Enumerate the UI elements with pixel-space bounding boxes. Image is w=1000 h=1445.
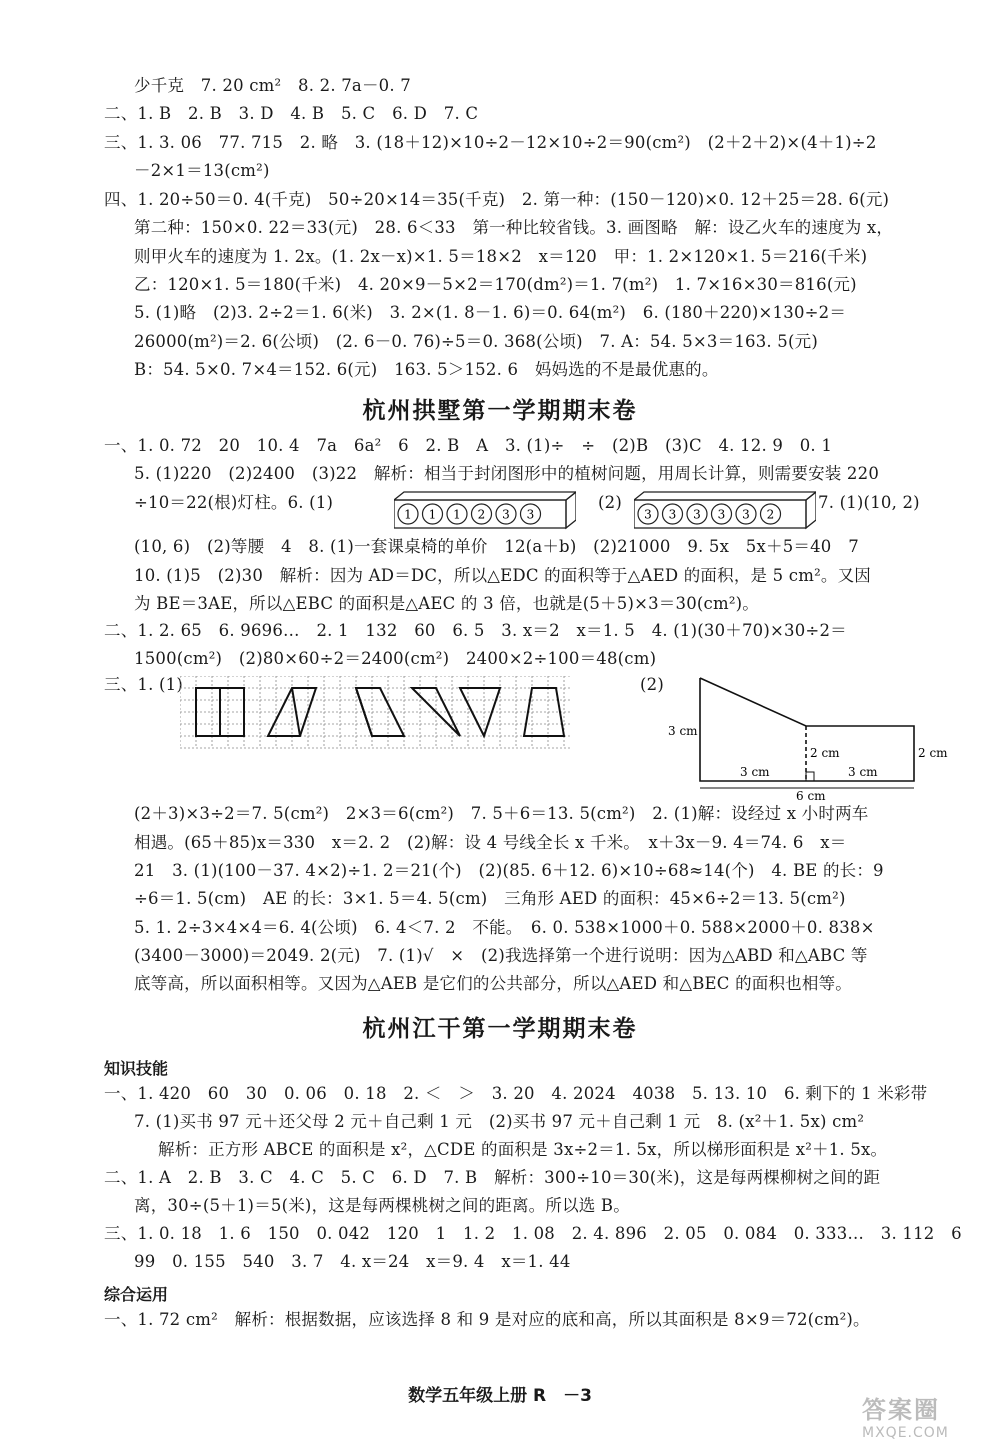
fig6a-digit: 2 [477, 507, 486, 522]
fig6a-digit: 1 [404, 507, 412, 522]
circles-box-figure-2 [634, 490, 816, 530]
line-6: 则甲火车的速度为 1. 2x。(1. 2x－x)×1. 5＝18×2 x＝120 甲：1. 2×120×1. 5＝216(千米) [134, 247, 868, 266]
line-23: (2＋3)×3÷2＝7. 5(cm²) 2×3＝6(cm²) 7. 5＋6＝13. 5(cm²) 2. (1)解：设经过 x 小时两车 [134, 804, 869, 823]
fig6b-digit: 3 [644, 507, 652, 522]
grid-shapes-figure [180, 676, 572, 750]
line-26: ÷6＝1. 5(cm) AE 的长：3×1. 5＝4. 5(cm) 三角形 AED 的面积：45×6÷2＝13. 5(cm²) [134, 889, 846, 908]
line-17: 10. (1)5 (2)30 解析：因为 AD＝DC，所以△EDC 的面积等于△AED 的面积，是 5 cm²。又因 [134, 566, 872, 585]
label-bottom-left: 3 cm [740, 765, 770, 779]
label-bottom-right: 3 cm [848, 765, 878, 779]
line-2: 三、1. 3. 06 77. 715 2. 略 3. (18＋12)×10÷2－12×10÷2＝90(cm²) (2＋2＋2)×(4＋1)÷2 [104, 133, 877, 152]
section-title-gongshu: 杭州拱墅第一学期期末卷 [362, 398, 638, 424]
line-35: 三、1. 0. 18 1. 6 150 0. 042 120 1 1. 2 1. 08 2. 4. 896 2. 05 0. 084 0. 333… 3. 112 6 [104, 1224, 962, 1243]
fig6a-digit: 3 [502, 507, 510, 522]
line-19: 二、1. 2. 65 6. 9696… 2. 1 132 60 6. 5 3. x＝2 x＝1. 5 4. (1)(30＋70)×30÷2＝ [104, 621, 847, 640]
watermark-logo-text: 答案圈 [862, 1396, 940, 1424]
line-18: 为 BE＝3AE，所以△EBC 的面积是△AEC 的 3 倍，也就是(5＋5)×3＝30(cm²)。 [134, 594, 759, 613]
circles-box-figure-1 [394, 490, 576, 530]
line-8: 5. (1)略 (2)3. 2÷2＝1. 6(米) 3. 2×(1. 8－1. 6)＝0. 64(m²) 6. (180＋220)×130÷2＝ [134, 303, 847, 322]
line-9: 26000(m²)＝2. 6(公顷) (2. 6－0. 76)÷5＝0. 368(公顷) 7. A：54. 5×3＝163. 5(元) [134, 332, 818, 351]
label-left: 3 cm [668, 724, 698, 738]
line-20: 1500(cm²) (2)80×60÷2＝2400(cm²) 2400×2÷100＝48(cm) [134, 649, 657, 668]
line-28: (3400－3000)＝2049. 2(元) 7. (1)√ × (2)我选择第一个进行说明：因为△ABD 和△ABC 等 [134, 946, 868, 965]
fig6b-digit: 2 [766, 507, 775, 522]
line-22: (2) [640, 675, 664, 694]
line-36: 99 0. 155 540 3. 7 4. x＝24 x＝9. 4 x＝1. 44 [134, 1252, 571, 1271]
page-footer: 数学五年级上册 R －3 [408, 1386, 592, 1406]
label-bottom: 6 cm [796, 789, 826, 802]
line-5: 第二种：150×0. 22＝33(元) 28. 6＜33 第一种比较省钱。3. 画图略 解：设乙火车的速度为 x， [134, 218, 894, 237]
line-25: 21 3. (1)(100－37. 4×2)÷1. 2＝21(个) (2)(85. 6＋12. 6)×10÷68≈14(个) 4. BE 的长：9 [134, 861, 884, 880]
line-16: (10, 6) (2)等腰 4 8. (1)一套课桌椅的单价 12(a＋b) (2)21000 9. 5x 5x＋5＝40 7 [134, 537, 859, 556]
line-32: 解析：正方形 ABCE 的面积是 x²，△CDE 的面积是 3x÷2＝1. 5x，所以梯形面积是 x²＋1. 5x。 [158, 1140, 888, 1159]
line-31: 7. (1)买书 97 元＋还父母 2 元＋自己剩 1 元 (2)买书 97 元＋自己剩 1 元 8. (x²＋1. 5x) cm² [134, 1112, 865, 1131]
section-title-jianggan: 杭州江干第一学期期末卷 [362, 1016, 638, 1042]
subheading-knowledge: 知识技能 [104, 1059, 169, 1078]
subheading-application: 综合运用 [104, 1285, 169, 1304]
watermark-url: MXQE.COM [862, 1425, 949, 1441]
fig6b-digit: 3 [742, 507, 750, 522]
line-12: 5. (1)220 (2)2400 (3)22 解析：相当于封闭图形中的植树问题，用周长计算，则需要安装 220 [134, 464, 880, 483]
line-33: 二、1. A 2. B 3. C 4. C 5. C 6. D 7. B 解析：300÷10＝30(米)，这是每两棵柳树之间的距 [104, 1168, 881, 1187]
line-21: 三、1. (1) [104, 675, 183, 694]
line-14: (2) [598, 493, 622, 512]
composite-figure-2 [668, 672, 958, 802]
line-15: 7. (1)(10, 2) [818, 493, 920, 512]
line-13: ÷10＝22(根)灯柱。6. (1) [134, 493, 334, 512]
line-29: 底等高，所以面积相等。又因为△AEB 是它们的公共部分，所以△AED 和△BEC 的面积也相等。 [134, 974, 852, 993]
fig6a-digit: 3 [526, 507, 535, 522]
line-24: 相遇。(65＋85)x＝330 x＝2. 2 (2)解：设 4 号线全长 x 千米。 x＋3x－9. 4＝74. 6 x＝ [134, 833, 847, 852]
fig6b-digit: 3 [717, 507, 726, 522]
line-4: 四、1. 20÷50＝0. 4(千克) 50÷20×14＝35(千克) 2. 第一种：(150－120)×0. 12＋25＝28. 6(元) [104, 190, 890, 209]
fig6a-digit: 1 [428, 507, 437, 522]
label-right: 2 cm [918, 746, 948, 760]
line-1: 二、1. B 2. B 3. D 4. B 5. C 6. D 7. C [104, 104, 479, 123]
line-37: 一、1. 72 cm² 解析：根据数据，应该选择 8 和 9 是对应的底和高，所以其面积是 8×9＝72(cm²)。 [104, 1310, 870, 1329]
fig6a-digit: 1 [453, 507, 461, 522]
line-30: 一、1. 420 60 30 0. 06 0. 18 2. ＜ ＞ 3. 20 4. 2024 4038 5. 13. 10 6. 剩下的 1 米彩带 [104, 1084, 928, 1103]
line-27: 5. 1. 2÷3×4×4＝6. 4(公顷) 6. 4＜7. 2 不能。 6. 0. 538×1000＋0. 588×2000＋0. 838× [134, 918, 875, 937]
line-7: 乙：120×1. 5＝180(千米) 4. 20×9－5×2＝170(dm²)＝1. 7(m²) 1. 7×16×30＝816(元) [134, 275, 857, 294]
line-0: 少千克 7. 20 cm² 8. 2. 7a－0. 7 [134, 76, 411, 95]
line-3: －2×1＝13(cm²) [134, 161, 270, 180]
line-34: 离，30÷(5＋1)＝5(米)，这是每两棵桃树之间的距离。所以选 B。 [134, 1196, 630, 1215]
watermark [862, 1390, 992, 1440]
fig6b-digit: 3 [693, 507, 701, 522]
line-10: B：54. 5×0. 7×4＝152. 6(元) 163. 5＞152. 6 妈妈选的不是最优惠的。 [134, 360, 719, 379]
label-mid: 2 cm [810, 746, 840, 760]
fig6b-digit: 3 [668, 507, 677, 522]
line-11: 一、1. 0. 72 20 10. 4 7a 6a² 6 2. B A 3. (1)÷ ÷ (2)B (3)C 4. 12. 9 0. 1 [104, 436, 833, 455]
